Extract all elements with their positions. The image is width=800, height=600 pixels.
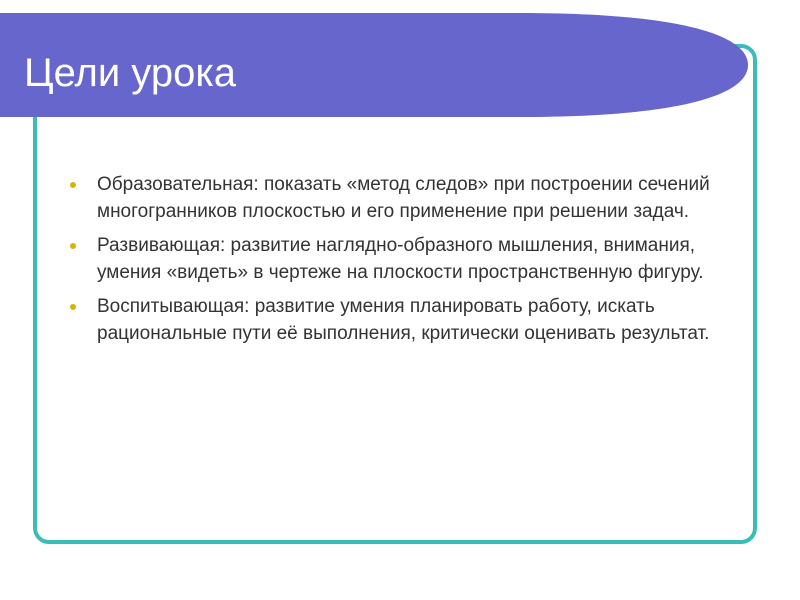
list-item	[60, 172, 720, 225]
bullet-icon	[70, 182, 76, 188]
title-banner	[0, 13, 800, 117]
slide-title: Цели урока	[24, 51, 236, 95]
bullet-text: Развивающая: развитие наглядно-образного мышления, внимания, умения «видеть» в чертеже на плоскости пространственную фигуру.	[97, 235, 704, 283]
bullet-text: Образовательная: показать «метод следов» при построении сечений многогранников плоскостью и его применение при решении задач.	[97, 174, 710, 222]
objectives-list	[60, 172, 720, 355]
list-item	[60, 294, 720, 347]
bullet-text: Воспитывающая: развитие умения планировать работу, искать рациональные пути её выполнения, критически оценивать результат.	[97, 296, 710, 344]
bullet-icon	[70, 243, 76, 249]
list-item	[60, 233, 720, 286]
bullet-icon	[70, 304, 76, 310]
